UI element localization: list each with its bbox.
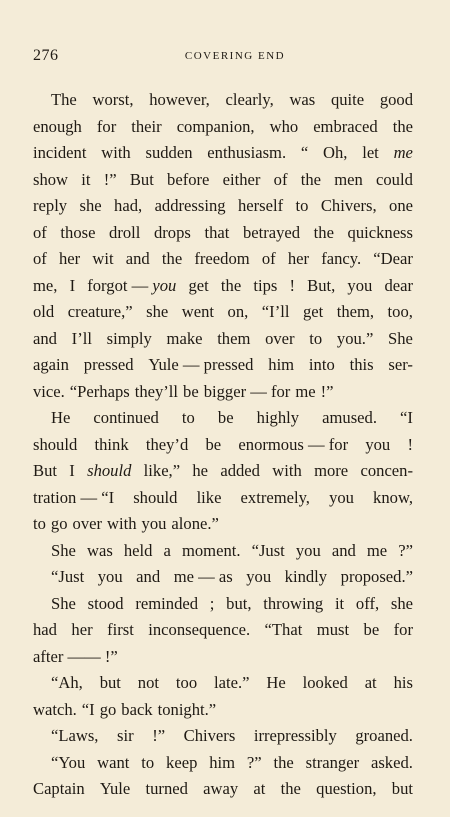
text-word: should bbox=[87, 461, 132, 480]
text-word: be bbox=[205, 434, 222, 454]
text-word: freedom bbox=[194, 249, 250, 268]
text-word: that bbox=[204, 222, 230, 242]
text-word: Chivers, bbox=[320, 196, 377, 215]
text-word: enough bbox=[33, 116, 82, 136]
text-word: not bbox=[137, 673, 160, 692]
text-word: with bbox=[272, 461, 302, 480]
text-word: proposed.” bbox=[340, 567, 413, 586]
text-word: to bbox=[33, 514, 46, 533]
text-word: but bbox=[391, 779, 413, 798]
text-word: looked bbox=[302, 673, 348, 692]
text-word: you bbox=[97, 567, 123, 586]
text-line bbox=[33, 644, 413, 671]
text-word: betrayed bbox=[242, 222, 301, 242]
text-word: of bbox=[33, 222, 47, 242]
text-word: bigger — for bbox=[203, 381, 291, 401]
text-word: but, bbox=[226, 593, 252, 613]
text-word: before bbox=[167, 169, 210, 189]
text-line bbox=[33, 326, 413, 353]
text-word: their bbox=[131, 116, 162, 136]
text-word: pressed bbox=[83, 355, 134, 374]
text-word: droll bbox=[109, 222, 141, 242]
text-word: But bbox=[33, 461, 57, 480]
text-word: “That bbox=[264, 620, 303, 639]
text-line bbox=[33, 723, 413, 750]
text-word: “Just bbox=[51, 567, 85, 586]
text-word: me bbox=[295, 381, 316, 401]
text-line bbox=[33, 114, 413, 141]
text-word: highly bbox=[256, 408, 300, 427]
text-word: go bbox=[50, 514, 68, 533]
text-word: asked. bbox=[370, 752, 413, 772]
text-line bbox=[33, 750, 413, 777]
text-line bbox=[33, 87, 413, 114]
text-word: held bbox=[123, 540, 153, 560]
text-word: watch. bbox=[33, 699, 77, 719]
text-word: wit bbox=[92, 249, 114, 268]
text-word: one bbox=[389, 196, 413, 215]
text-word: “Dear bbox=[373, 249, 413, 268]
text-word: he bbox=[192, 461, 209, 480]
text-line bbox=[33, 352, 413, 379]
text-word: reminded bbox=[135, 593, 199, 613]
text-word: for bbox=[393, 620, 413, 639]
text-word: after —— !” bbox=[33, 646, 118, 666]
text-line bbox=[33, 458, 413, 485]
text-word: and bbox=[125, 249, 150, 268]
text-word: ser- bbox=[388, 355, 413, 374]
text-word: go bbox=[99, 699, 117, 719]
text-word: clearly, bbox=[225, 90, 274, 109]
text-word: embraced bbox=[313, 116, 378, 136]
text-word: was bbox=[86, 540, 113, 560]
text-word: to bbox=[181, 408, 195, 427]
text-word: you bbox=[141, 514, 167, 533]
text-word: like bbox=[196, 487, 222, 507]
text-word: Oh, bbox=[323, 143, 348, 162]
text-line bbox=[33, 167, 413, 194]
text-word: ?” bbox=[246, 752, 262, 772]
text-word: first bbox=[107, 620, 134, 639]
text-word: her bbox=[287, 249, 310, 268]
text-word: on, bbox=[227, 302, 249, 321]
text-word: her bbox=[59, 249, 81, 268]
text-word: Yule — pressed bbox=[148, 355, 254, 374]
text-word: with bbox=[101, 143, 131, 162]
text-word: She bbox=[51, 593, 76, 613]
text-word: He bbox=[51, 408, 71, 427]
text-word: ?” bbox=[398, 540, 413, 560]
text-word: you bbox=[295, 540, 321, 560]
text-word: moment. bbox=[181, 540, 241, 560]
text-word: She bbox=[51, 540, 76, 560]
text-word: to bbox=[309, 328, 323, 348]
text-line bbox=[33, 617, 413, 644]
text-word: of bbox=[261, 249, 276, 268]
text-word: either bbox=[222, 169, 261, 189]
text-word: had, bbox=[114, 196, 143, 215]
text-word: of bbox=[273, 169, 288, 189]
text-word: worst, bbox=[92, 90, 134, 109]
running-head: COVERING END bbox=[184, 50, 286, 62]
text-word: continued bbox=[93, 408, 159, 427]
text-word: !” bbox=[103, 169, 117, 189]
text-word: !” bbox=[152, 726, 166, 745]
text-word: a bbox=[163, 540, 171, 560]
text-word: it bbox=[334, 593, 345, 613]
text-word: throwing bbox=[263, 593, 324, 613]
text-word: show bbox=[33, 169, 69, 189]
text-word: and bbox=[331, 540, 356, 560]
text-word: “Perhaps bbox=[69, 381, 130, 401]
text-word: again bbox=[33, 355, 69, 374]
text-word: you bbox=[246, 567, 272, 586]
text-line bbox=[33, 776, 413, 803]
text-word: it bbox=[81, 169, 91, 189]
text-word: enormous — for bbox=[238, 434, 349, 454]
body-text bbox=[33, 87, 413, 803]
text-word: late.” bbox=[214, 673, 250, 692]
text-word: kindly bbox=[284, 567, 328, 586]
text-word: added bbox=[220, 461, 260, 480]
text-word: back bbox=[121, 699, 153, 719]
text-word: But, bbox=[307, 275, 336, 295]
text-line bbox=[33, 432, 413, 459]
text-word: the bbox=[280, 779, 301, 798]
text-word: “You bbox=[51, 752, 86, 772]
text-word: those bbox=[60, 222, 96, 242]
text-word: “I’ll bbox=[261, 302, 290, 321]
text-word: they’ll bbox=[134, 381, 179, 401]
text-word: companion, bbox=[176, 116, 255, 136]
text-word: of bbox=[33, 249, 47, 268]
text-word: you bbox=[329, 487, 354, 507]
text-word: “Laws, bbox=[51, 726, 99, 745]
text-word: I bbox=[69, 275, 76, 295]
text-word: the bbox=[161, 249, 183, 268]
text-word: enthusiasm. bbox=[207, 143, 287, 162]
text-word: She bbox=[388, 328, 413, 348]
text-line bbox=[33, 538, 413, 565]
text-line bbox=[33, 246, 413, 273]
text-word: want bbox=[97, 752, 130, 772]
text-word: too bbox=[175, 673, 198, 692]
text-word: more bbox=[314, 461, 349, 480]
text-word: drops bbox=[153, 222, 191, 242]
text-word: let bbox=[362, 143, 379, 162]
text-word: “Ah, bbox=[51, 673, 83, 692]
text-word: stood bbox=[87, 593, 124, 613]
text-word: get bbox=[188, 275, 209, 295]
text-word: had bbox=[33, 620, 57, 639]
text-line bbox=[33, 564, 413, 591]
text-word: be bbox=[363, 620, 380, 639]
page-header bbox=[33, 47, 417, 67]
text-word: question, bbox=[316, 779, 377, 798]
text-word: simply bbox=[106, 328, 152, 348]
text-word: sudden bbox=[145, 143, 193, 162]
text-word: with bbox=[107, 514, 137, 533]
text-word: vice. bbox=[33, 381, 65, 401]
text-word: to bbox=[295, 196, 309, 215]
text-word: know, bbox=[373, 487, 413, 507]
text-word: like,” bbox=[143, 461, 181, 480]
text-line bbox=[33, 697, 413, 724]
text-word: me bbox=[393, 143, 413, 162]
text-word: she bbox=[390, 593, 413, 613]
text-word: must bbox=[316, 620, 350, 639]
text-line bbox=[33, 220, 413, 247]
text-line bbox=[33, 485, 413, 512]
text-word: ! bbox=[407, 434, 413, 454]
text-word: into bbox=[308, 355, 335, 374]
text-word: old bbox=[33, 302, 55, 321]
text-word: to bbox=[141, 752, 155, 772]
text-word: tration — “I bbox=[33, 487, 115, 507]
text-word: the bbox=[300, 169, 321, 189]
text-line bbox=[33, 140, 413, 167]
text-word: herself bbox=[237, 196, 284, 215]
text-word: this bbox=[349, 355, 374, 374]
text-word: him bbox=[268, 355, 295, 374]
text-word: tonight.” bbox=[157, 699, 217, 719]
text-word: keep bbox=[166, 752, 198, 772]
text-word: “Just bbox=[251, 540, 285, 560]
text-word: quite bbox=[330, 90, 365, 109]
text-word: but bbox=[99, 673, 121, 692]
text-word: creature,” bbox=[67, 302, 133, 321]
text-line bbox=[33, 299, 413, 326]
text-word: at bbox=[253, 779, 266, 798]
text-word: off, bbox=[355, 593, 380, 613]
text-word: incident bbox=[33, 143, 87, 162]
text-word: Chivers bbox=[183, 726, 236, 745]
text-word: them bbox=[217, 328, 251, 348]
text-word: at bbox=[364, 673, 377, 692]
text-word: me bbox=[366, 540, 388, 560]
text-word: away bbox=[203, 779, 239, 798]
text-word: be bbox=[183, 381, 199, 401]
text-word: should bbox=[133, 487, 178, 507]
text-word: you.” bbox=[336, 328, 374, 348]
text-word: fancy. bbox=[321, 249, 362, 268]
text-word: good bbox=[379, 90, 413, 109]
text-word: But bbox=[129, 169, 154, 189]
text-line bbox=[33, 273, 413, 300]
text-word: ! bbox=[289, 275, 295, 295]
text-word: reply bbox=[33, 196, 68, 215]
text-word: him bbox=[209, 752, 236, 772]
text-line bbox=[33, 193, 413, 220]
page-number: 276 bbox=[33, 47, 59, 64]
text-word: forgot — you bbox=[87, 275, 177, 295]
text-word: “I bbox=[400, 408, 413, 427]
text-line bbox=[33, 511, 413, 538]
text-word: !” bbox=[320, 381, 334, 401]
text-word: should bbox=[33, 434, 78, 454]
text-word: the bbox=[220, 275, 242, 295]
text-word: be bbox=[217, 408, 234, 427]
text-word: alone.” bbox=[171, 514, 219, 533]
text-word: me — as bbox=[173, 567, 233, 586]
text-word: you bbox=[347, 275, 373, 295]
text-word: for bbox=[96, 116, 117, 136]
text-word: and bbox=[33, 328, 57, 348]
text-word: them, bbox=[336, 302, 375, 321]
text-word: ; bbox=[209, 593, 215, 613]
text-line bbox=[33, 670, 413, 697]
text-word: and bbox=[136, 567, 161, 586]
text-word: you bbox=[365, 434, 391, 454]
text-line bbox=[33, 591, 413, 618]
text-word: she bbox=[79, 196, 102, 215]
text-word: irrepressibly bbox=[253, 726, 337, 745]
text-word: too, bbox=[387, 302, 413, 321]
text-word: the bbox=[273, 752, 294, 772]
text-word: could bbox=[376, 169, 413, 189]
text-word: me, bbox=[33, 275, 58, 295]
text-word: extremely, bbox=[240, 487, 310, 507]
text-word: was bbox=[289, 90, 316, 109]
text-word: went bbox=[181, 302, 215, 321]
text-word: they’d bbox=[145, 434, 189, 454]
text-word: over bbox=[265, 328, 295, 348]
text-word: Captain bbox=[33, 779, 85, 798]
text-word: The bbox=[51, 90, 77, 109]
text-word: dear bbox=[384, 275, 413, 295]
text-word: she bbox=[146, 302, 169, 321]
text-word: groaned. bbox=[355, 726, 413, 745]
text-word: I’ll bbox=[71, 328, 92, 348]
text-word: amused. bbox=[322, 408, 377, 427]
text-word: quickness bbox=[347, 222, 413, 242]
text-line bbox=[33, 379, 413, 406]
text-word: turned bbox=[145, 779, 188, 798]
text-word: inconsequence. bbox=[148, 620, 251, 639]
text-word: make bbox=[166, 328, 203, 348]
text-word: “ bbox=[300, 143, 309, 162]
text-word: “I bbox=[81, 699, 95, 719]
text-word: sir bbox=[117, 726, 134, 745]
text-word: concen- bbox=[360, 461, 413, 480]
text-word: I bbox=[69, 461, 75, 480]
text-word: men bbox=[334, 169, 363, 189]
text-word: her bbox=[71, 620, 93, 639]
text-word: think bbox=[94, 434, 129, 454]
text-word: over bbox=[72, 514, 103, 533]
text-word: addressing bbox=[154, 196, 226, 215]
text-word: tips bbox=[253, 275, 278, 295]
text-word: He bbox=[266, 673, 286, 692]
text-word: however, bbox=[149, 90, 210, 109]
text-word: his bbox=[393, 673, 413, 692]
text-word: the bbox=[313, 222, 334, 242]
text-word: stranger bbox=[305, 752, 360, 772]
text-line bbox=[33, 405, 413, 432]
text-word: who bbox=[269, 116, 299, 136]
text-word: the bbox=[392, 116, 413, 136]
text-word: get bbox=[302, 302, 324, 321]
text-word: Yule bbox=[99, 779, 131, 798]
